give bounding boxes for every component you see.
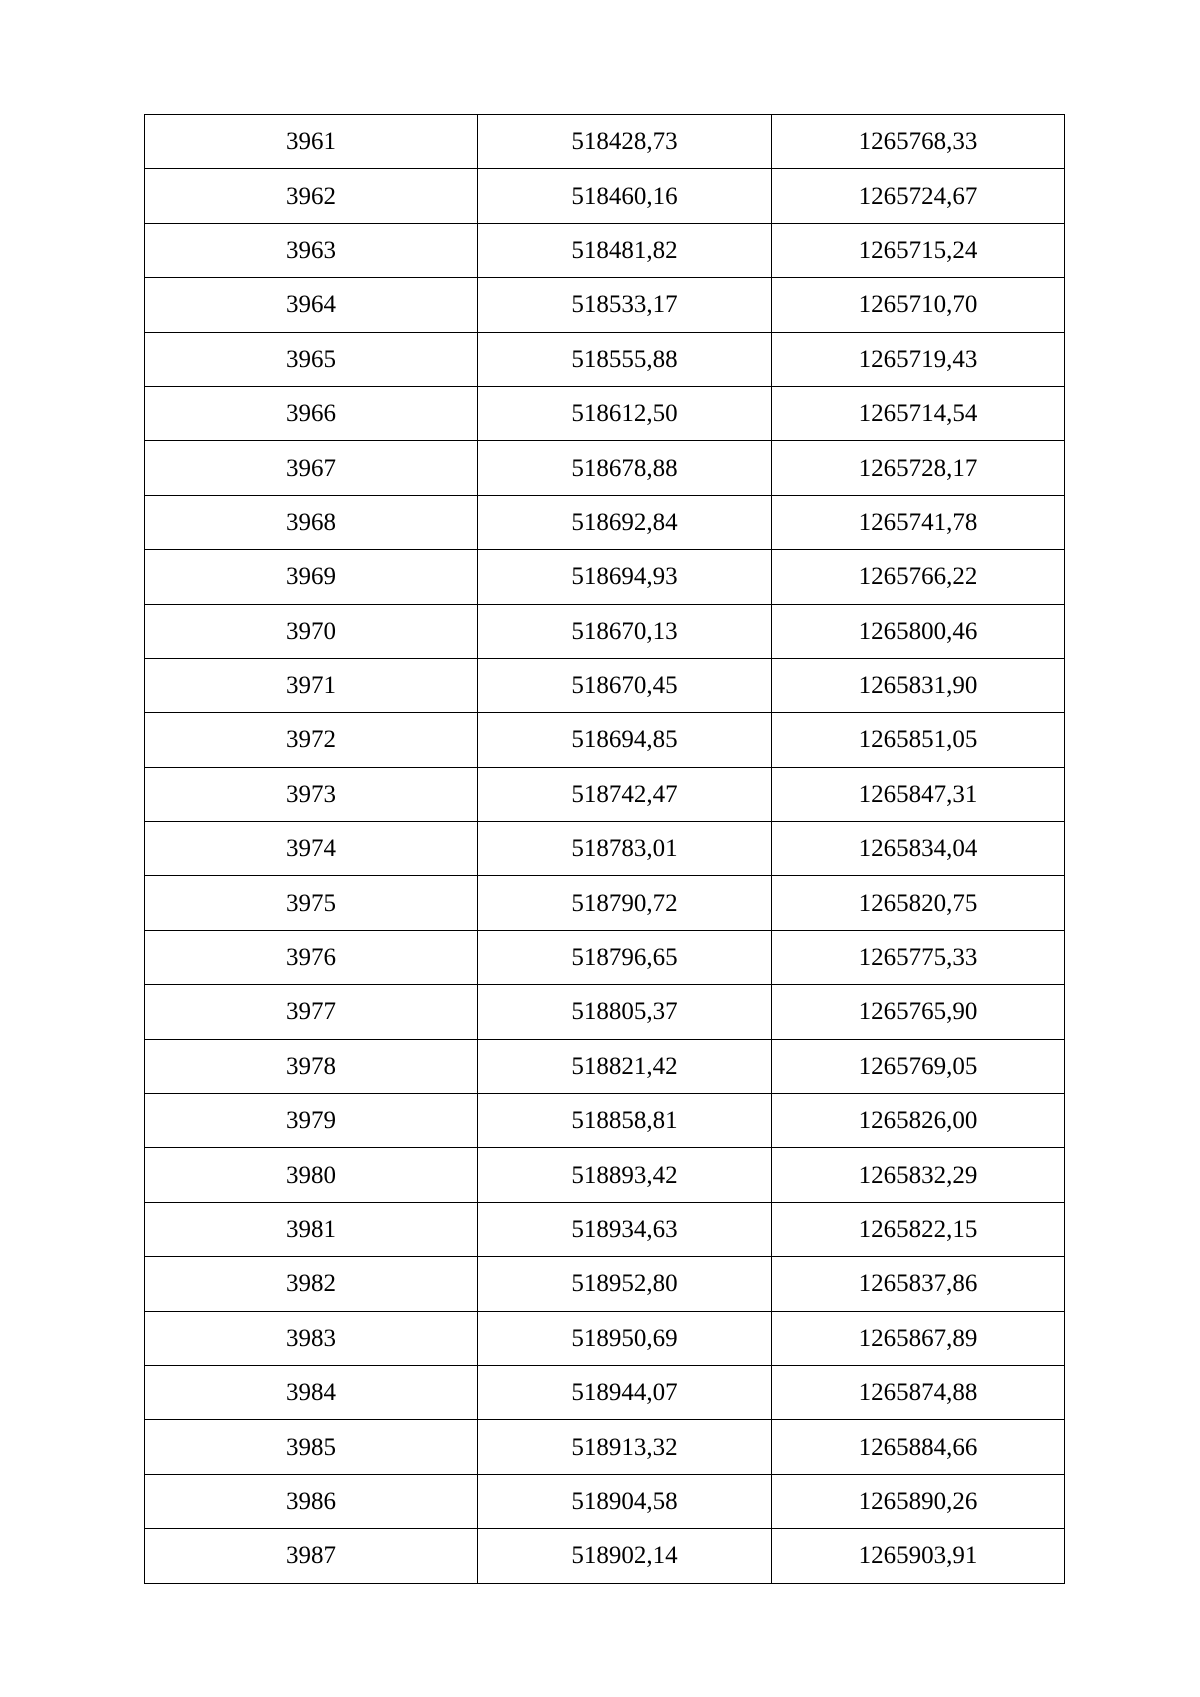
point-number-cell: 3964 <box>145 278 478 332</box>
y-coordinate-cell: 1265710,70 <box>772 278 1065 332</box>
y-coordinate-cell: 1265847,31 <box>772 767 1065 821</box>
y-coordinate-cell: 1265834,04 <box>772 822 1065 876</box>
point-number-cell: 3985 <box>145 1420 478 1474</box>
y-coordinate-cell: 1265874,88 <box>772 1365 1065 1419</box>
table-row <box>145 332 1065 386</box>
table-row <box>145 1474 1065 1528</box>
y-coordinate-cell: 1265826,00 <box>772 1094 1065 1148</box>
y-coordinate-cell: 1265890,26 <box>772 1474 1065 1528</box>
y-coordinate-cell: 1265884,66 <box>772 1420 1065 1474</box>
x-coordinate-cell: 518805,37 <box>478 985 772 1039</box>
x-coordinate-cell: 518670,45 <box>478 658 772 712</box>
point-number-cell: 3977 <box>145 985 478 1039</box>
point-number-cell: 3967 <box>145 441 478 495</box>
table-row <box>145 169 1065 223</box>
point-number-cell: 3966 <box>145 386 478 440</box>
point-number-cell: 3971 <box>145 658 478 712</box>
point-number-cell: 3983 <box>145 1311 478 1365</box>
x-coordinate-cell: 518913,32 <box>478 1420 772 1474</box>
table-row <box>145 985 1065 1039</box>
point-number-cell: 3973 <box>145 767 478 821</box>
x-coordinate-cell: 518692,84 <box>478 495 772 549</box>
x-coordinate-cell: 518904,58 <box>478 1474 772 1528</box>
point-number-cell: 3968 <box>145 495 478 549</box>
point-number-cell: 3976 <box>145 930 478 984</box>
point-number-cell: 3986 <box>145 1474 478 1528</box>
point-number-cell: 3980 <box>145 1148 478 1202</box>
table-row <box>145 1365 1065 1419</box>
table-row <box>145 1148 1065 1202</box>
point-number-cell: 3961 <box>145 115 478 169</box>
y-coordinate-cell: 1265903,91 <box>772 1529 1065 1583</box>
y-coordinate-cell: 1265724,67 <box>772 169 1065 223</box>
table-row <box>145 713 1065 767</box>
point-number-cell: 3984 <box>145 1365 478 1419</box>
coordinates-table <box>144 114 1065 1584</box>
x-coordinate-cell: 518481,82 <box>478 223 772 277</box>
table-row <box>145 386 1065 440</box>
y-coordinate-cell: 1265741,78 <box>772 495 1065 549</box>
y-coordinate-cell: 1265765,90 <box>772 985 1065 1039</box>
point-number-cell: 3975 <box>145 876 478 930</box>
x-coordinate-cell: 518555,88 <box>478 332 772 386</box>
x-coordinate-cell: 518742,47 <box>478 767 772 821</box>
x-coordinate-cell: 518428,73 <box>478 115 772 169</box>
y-coordinate-cell: 1265851,05 <box>772 713 1065 767</box>
point-number-cell: 3981 <box>145 1202 478 1256</box>
y-coordinate-cell: 1265775,33 <box>772 930 1065 984</box>
point-number-cell: 3965 <box>145 332 478 386</box>
point-number-cell: 3974 <box>145 822 478 876</box>
table-row <box>145 658 1065 712</box>
table-row <box>145 495 1065 549</box>
point-number-cell: 3969 <box>145 550 478 604</box>
table-row <box>145 604 1065 658</box>
x-coordinate-cell: 518893,42 <box>478 1148 772 1202</box>
y-coordinate-cell: 1265766,22 <box>772 550 1065 604</box>
point-number-cell: 3987 <box>145 1529 478 1583</box>
x-coordinate-cell: 518796,65 <box>478 930 772 984</box>
table-row <box>145 278 1065 332</box>
table-row <box>145 1094 1065 1148</box>
x-coordinate-cell: 518694,93 <box>478 550 772 604</box>
table-row <box>145 767 1065 821</box>
y-coordinate-cell: 1265800,46 <box>772 604 1065 658</box>
x-coordinate-cell: 518952,80 <box>478 1257 772 1311</box>
table-row <box>145 1529 1065 1583</box>
point-number-cell: 3978 <box>145 1039 478 1093</box>
table-row <box>145 822 1065 876</box>
table-row <box>145 876 1065 930</box>
x-coordinate-cell: 518821,42 <box>478 1039 772 1093</box>
y-coordinate-cell: 1265837,86 <box>772 1257 1065 1311</box>
table-row <box>145 1420 1065 1474</box>
table-row <box>145 115 1065 169</box>
x-coordinate-cell: 518694,85 <box>478 713 772 767</box>
y-coordinate-cell: 1265715,24 <box>772 223 1065 277</box>
point-number-cell: 3963 <box>145 223 478 277</box>
coordinates-table-body <box>145 115 1065 1584</box>
point-number-cell: 3979 <box>145 1094 478 1148</box>
y-coordinate-cell: 1265867,89 <box>772 1311 1065 1365</box>
x-coordinate-cell: 518460,16 <box>478 169 772 223</box>
y-coordinate-cell: 1265728,17 <box>772 441 1065 495</box>
x-coordinate-cell: 518934,63 <box>478 1202 772 1256</box>
x-coordinate-cell: 518950,69 <box>478 1311 772 1365</box>
y-coordinate-cell: 1265831,90 <box>772 658 1065 712</box>
point-number-cell: 3962 <box>145 169 478 223</box>
y-coordinate-cell: 1265714,54 <box>772 386 1065 440</box>
y-coordinate-cell: 1265769,05 <box>772 1039 1065 1093</box>
x-coordinate-cell: 518944,07 <box>478 1365 772 1419</box>
table-row <box>145 1039 1065 1093</box>
table-row <box>145 930 1065 984</box>
y-coordinate-cell: 1265820,75 <box>772 876 1065 930</box>
table-row <box>145 1202 1065 1256</box>
y-coordinate-cell: 1265832,29 <box>772 1148 1065 1202</box>
x-coordinate-cell: 518670,13 <box>478 604 772 658</box>
y-coordinate-cell: 1265822,15 <box>772 1202 1065 1256</box>
table-row <box>145 223 1065 277</box>
point-number-cell: 3972 <box>145 713 478 767</box>
x-coordinate-cell: 518783,01 <box>478 822 772 876</box>
table-row <box>145 441 1065 495</box>
x-coordinate-cell: 518678,88 <box>478 441 772 495</box>
x-coordinate-cell: 518790,72 <box>478 876 772 930</box>
y-coordinate-cell: 1265768,33 <box>772 115 1065 169</box>
point-number-cell: 3982 <box>145 1257 478 1311</box>
x-coordinate-cell: 518902,14 <box>478 1529 772 1583</box>
point-number-cell: 3970 <box>145 604 478 658</box>
x-coordinate-cell: 518858,81 <box>478 1094 772 1148</box>
y-coordinate-cell: 1265719,43 <box>772 332 1065 386</box>
table-row <box>145 1257 1065 1311</box>
table-row <box>145 1311 1065 1365</box>
x-coordinate-cell: 518612,50 <box>478 386 772 440</box>
x-coordinate-cell: 518533,17 <box>478 278 772 332</box>
table-row <box>145 550 1065 604</box>
